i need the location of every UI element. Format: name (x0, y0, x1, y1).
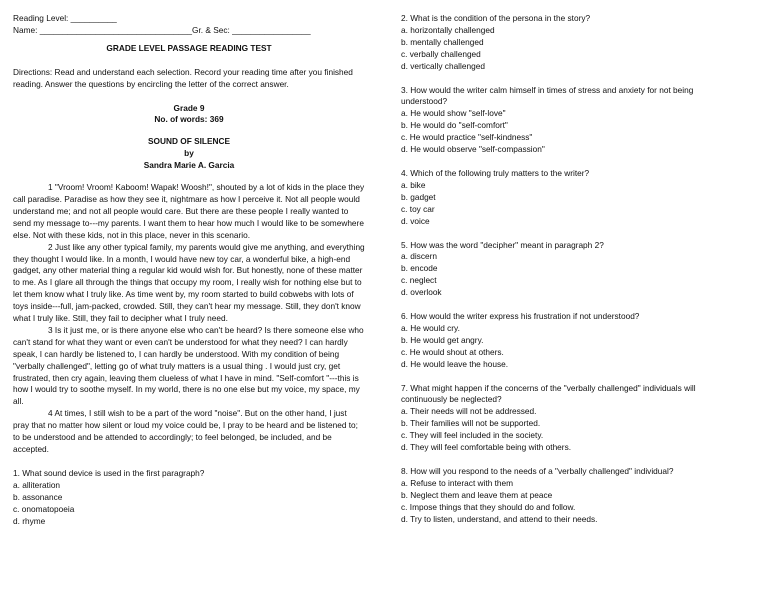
question-text: 2. What is the condition of the persona in the story? (401, 13, 591, 23)
answer-option: d. rhyme (13, 515, 46, 526)
answer-option: c. He would practice "self-kindness" (401, 132, 533, 143)
question-6 (401, 311, 701, 371)
question-text: 5. How was the word "decipher" meant in paragraph 2? (401, 239, 604, 250)
story-paragraph-4: 4 At times, I still wish to be a part of the word "noise". But on the other hand, I just pray that no matter how silent or loud my voice could be, I pray to be heard and be listened to; to be understood and be attended to accordingly; to feel belonged, be included, and be accepted. (13, 408, 358, 454)
name-grade-section-line: Name: _________________________________Gr. & Sec: _________________ (13, 24, 311, 35)
answer-option: c. neglect (401, 275, 437, 286)
answer-option: b. mentally challenged (401, 36, 484, 47)
answer-option: c. They will feel included in the society. (401, 430, 544, 441)
answer-option: b. Their families will not be supported. (401, 418, 541, 429)
answer-option: c. He would shout at others. (401, 346, 504, 357)
answer-option: a. horizontally challenged (401, 24, 495, 35)
answer-option: d. vertically challenged (401, 60, 485, 71)
answer-option: b. encode (401, 263, 438, 274)
story-title: SOUND OF SILENCE (147, 136, 231, 147)
question-text: 1. What sound device is used in the first paragraph? (13, 467, 205, 478)
right-column (401, 13, 701, 538)
question-text: 7. What might happen if the concerns of the "verbally challenged" individuals will continuously be neglected? (401, 382, 696, 405)
answer-option: c. Impose things that they should do and follow. (401, 501, 576, 512)
answer-option: a. He would show "self-love" (401, 108, 506, 119)
answer-option: a. Their needs will not be addressed. (401, 406, 537, 417)
story-paragraph-2: 2 Just like any other typical family, my parents would give me anything, and everything they thought I would like. In a month, I would have new toy car, a wonderful bike, a high-end gadget, any other material thing a regular kid would wish for. But honestly, none of these matter to me. As I glare all through the things that occupy my room, I really wish for nothing else but to let them know what I truly like. As time went by, my room started to build cobwebs with lots of toys inside---full, jam-packed, crowded. Still, they can't hear my message. Still, they don't know what I truly like. Still, they fail to decipher what I truly need. (13, 241, 365, 324)
answer-option: b. He would do "self-comfort" (401, 120, 508, 131)
directions: Directions: Read and understand each selection. Record your reading time after you finished reading. Answer the questions by encircling the letter of the correct answer. (13, 66, 353, 89)
answer-option: a. He would cry. (401, 322, 460, 333)
story-paragraph-3: 3 Is it just me, or is there anyone else who can't be heard? Is there someone else who can't stand for what they want or even can't be understood for what they need? I can hardly speak, I can hardly be listened to, I can hardly be understood. With my condition of being "verbally challenged", letting go of what truly matters is a usual thing . I would just cry, get frustrated, then cry again, leaving them clueless of what I have in mind. "Self-comfort "---this is how I would try to soothe myself. In my world, there is no one else but my voice, my space, my all. (13, 324, 364, 407)
answer-option: b. assonance (13, 491, 63, 502)
question-text: 6. How would the writer express his frustration if not understood? (401, 311, 640, 322)
answer-option: d. Try to listen, understand, and attend to their needs. (401, 513, 598, 524)
question-2 (401, 13, 701, 73)
question-text: 3. How would the writer calm himself in times of stress and anxiety for not being understood? (401, 84, 694, 107)
left-column (13, 13, 365, 539)
reading-level-line: Reading Level: __________ (13, 13, 117, 23)
answer-option: b. Neglect them and leave them at peace (401, 489, 553, 500)
question-text: 8. How will you respond to the needs of a "verbally challenged" individual? (401, 466, 674, 476)
grade-level: Grade 9 (173, 102, 205, 113)
answer-option: b. gadget (401, 191, 436, 202)
answer-option: b. He would get angry. (401, 334, 484, 345)
answer-option: a. bike (401, 179, 426, 190)
question-1 (13, 468, 365, 528)
story-paragraph-1: 1 "Vroom! Vroom! Kaboom! Wapak! Woosh!", shouted by a lot of kids in the place they call paradise. Paradise as how they see it, nightmare as how I perceive it. Not all people would understand me; and not all people would care. But there are these people I really wanted to send my message to---my parents. I want them to hear how much I would like to be somewhere else. Not with these kids, not in this place, never in this scenario. (13, 182, 365, 240)
test-title: GRADE LEVEL PASSAGE READING TEST (106, 42, 272, 53)
answer-option: c. verbally challenged (401, 48, 481, 59)
answer-option: a. discern (401, 251, 437, 262)
question-5 (401, 240, 701, 300)
answer-option: d. voice (401, 215, 430, 226)
question-text: 4. Which of the following truly matters to the writer? (401, 167, 590, 178)
answer-option: d. He would leave the house. (401, 358, 509, 369)
answer-option: d. He would observe "self-compassion" (401, 144, 545, 155)
question-8 (401, 466, 701, 526)
story-by: by (184, 148, 194, 159)
question-3 (401, 85, 701, 156)
answer-option: d. overlook (401, 287, 442, 298)
question-4 (401, 168, 701, 228)
answer-option: a. Refuse to interact with them (401, 477, 514, 488)
answer-option: d. They will feel comfortable being with others. (401, 442, 572, 453)
question-7 (401, 383, 701, 454)
story-author: Sandra Marie A. Garcia (143, 160, 235, 171)
answer-option: a. alliteration (13, 479, 61, 490)
word-count: No. of words: 369 (154, 114, 224, 125)
answer-option: c. toy car (401, 203, 435, 214)
answer-option: c. onomatopoeia (13, 503, 75, 514)
